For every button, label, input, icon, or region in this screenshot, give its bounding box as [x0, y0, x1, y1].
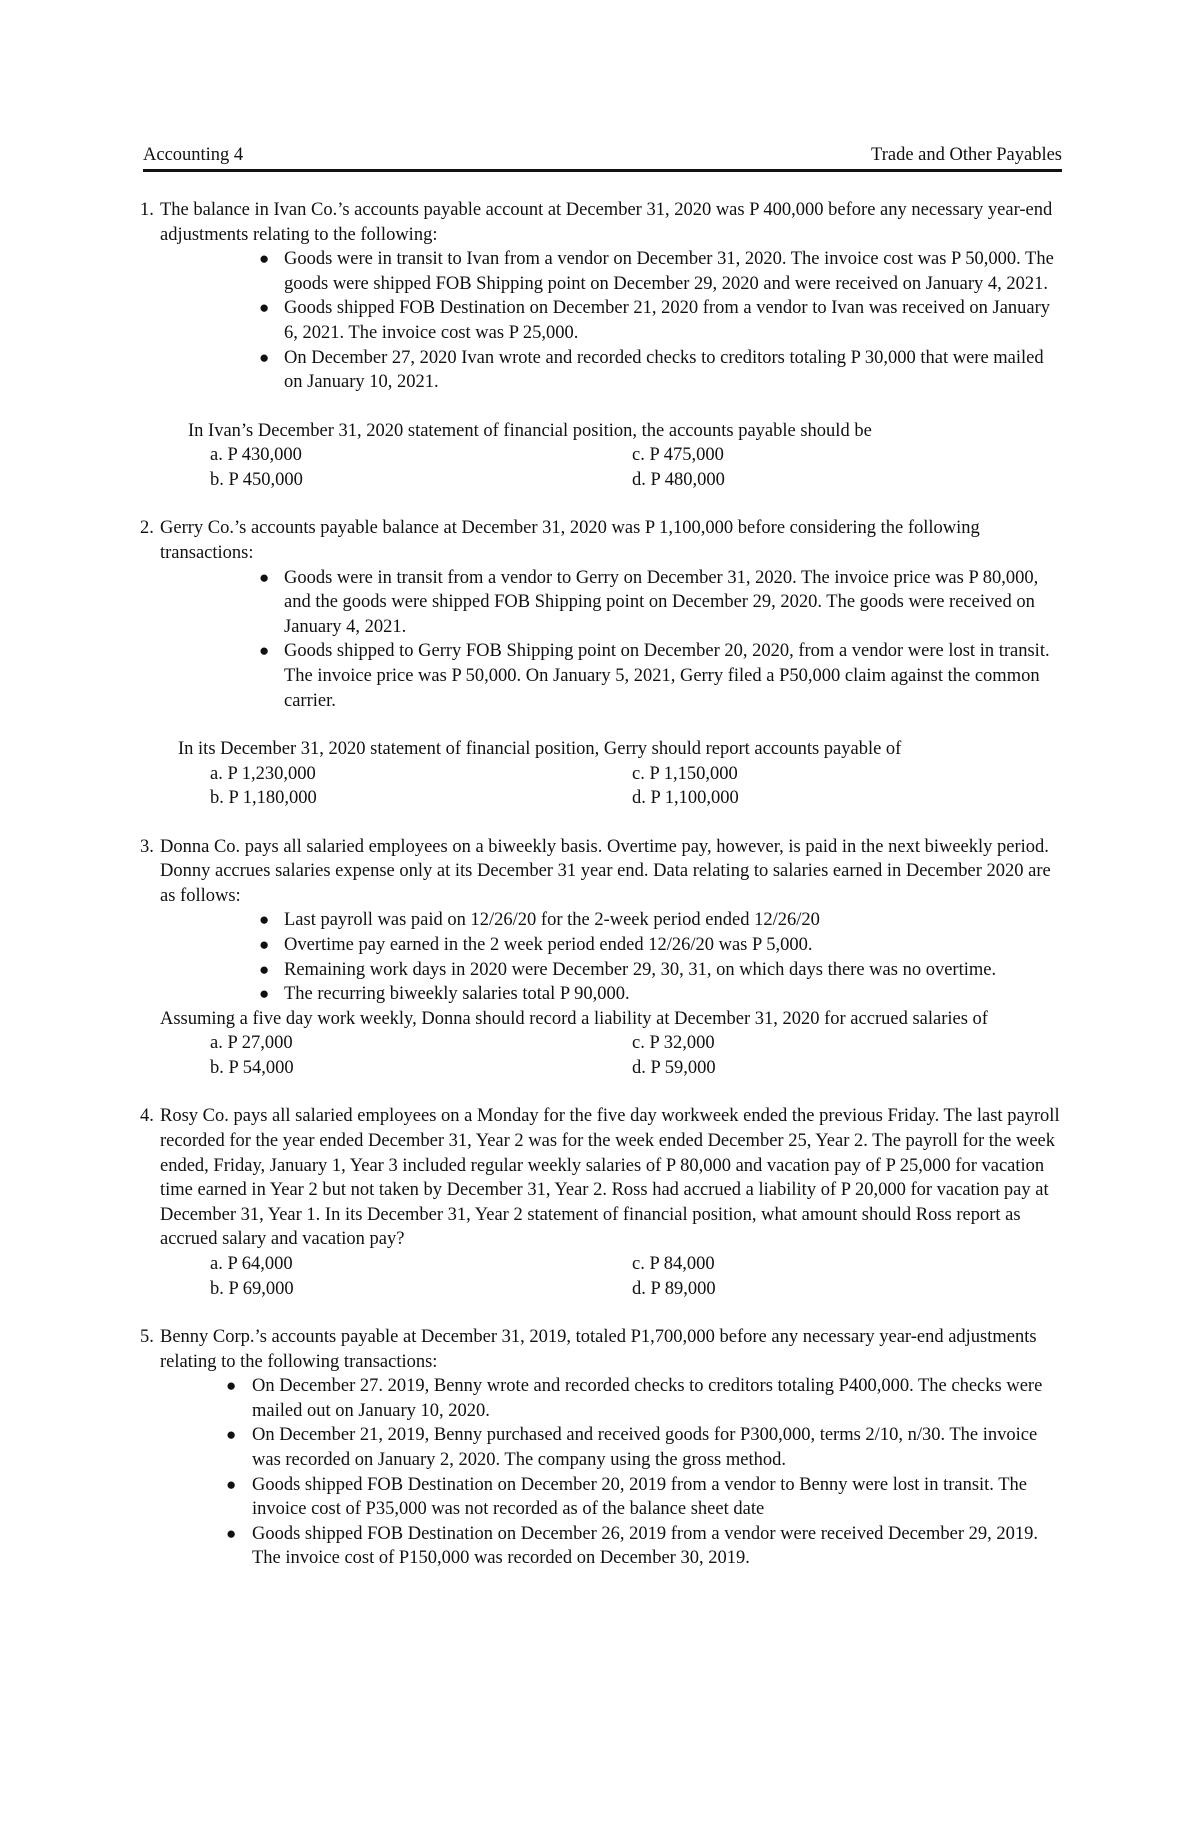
- question-intro: Rosy Co. pays all salaried employees on a Monday for the five day workweek ended the previous Friday. The last payroll recorded for the year ended December 31, Year 2 was for the week ended December 25, Year 2. The payroll for the week ended, Friday, January 1, Year 3 included regular weekly salaries of P 80,000 and vacation pay of P 25,000 for vacation time earned in Year 2 but not taken by December 31, Year 2. Ross had accrued a liability of P 20,000 for vacation pay at December 31, Year 1. In its December 31, Year 2 statement of financial position, what amount should Ross report as accrued salary and vacation pay?: [160, 1106, 1060, 1250]
- question-intro: Benny Corp.’s accounts payable at December 31, 2019, totaled P1,700,000 before any necessary year-end adjustments relating to the following transactions:: [160, 1327, 1037, 1372]
- list-item: [160, 933, 1065, 958]
- question-2: [140, 516, 1065, 810]
- list-item: [160, 566, 1065, 640]
- list-item: [160, 958, 1065, 983]
- list-item: [160, 908, 1065, 933]
- list-item: [160, 639, 1065, 713]
- question-prompt: In Ivan’s December 31, 2020 statement of financial position, the accounts payable should be: [188, 420, 872, 441]
- bullet-icon: ●: [259, 959, 270, 979]
- question-1: [140, 198, 1065, 492]
- bullet-text: Goods shipped FOB Destination on December 20, 2019 from a vendor to Benny were lost in transit. The invoice cost of P35,000 was not recorded as of the balance sheet date: [252, 1474, 1027, 1520]
- bullet-icon: ●: [259, 984, 270, 1004]
- bullet-icon: ●: [259, 641, 270, 661]
- bullet-text: Goods were in transit from a vendor to Gerry on December 31, 2020. The invoice price was P 80,000, and the goods were shipped FOB Shipping point on December 29, 2020. The goods were received on January 4, 2021.: [284, 567, 1039, 637]
- answer-choices: [210, 443, 1065, 492]
- bullet-text: Overtime pay earned in the 2 week period ended 12/26/20 was P 5,000.: [284, 935, 813, 956]
- choice-a: a. P 27,000: [210, 1033, 293, 1054]
- choice-d: d. P 480,000: [632, 469, 725, 490]
- question-intro: Gerry Co.’s accounts payable balance at December 31, 2020 was P 1,100,000 before considering the following transactions:: [160, 518, 980, 563]
- questions-list: [140, 198, 1065, 1595]
- page-header: [143, 143, 1062, 172]
- question-number: 1.: [140, 200, 154, 220]
- question-prompt: Assuming a five day work weekly, Donna should record a liability at December 31, 2020 for accrued salaries of: [160, 1008, 988, 1029]
- question-4: [140, 1104, 1065, 1301]
- bullet-list: [160, 1374, 1065, 1571]
- bullet-icon: ●: [259, 910, 270, 930]
- bullet-text: On December 21, 2019, Benny purchased and received goods for P300,000, terms 2/10, n/30. The invoice was recorded on January 2, 2020. The company using the gross method.: [252, 1425, 1038, 1470]
- list-item: [160, 1423, 1065, 1472]
- bullet-text: Goods shipped to Gerry FOB Shipping point on December 20, 2020, from a vendor were lost in transit. The invoice price was P 50,000. On January 5, 2021, Gerry filed a P50,000 claim against the common carrier.: [284, 641, 1050, 711]
- question-number: 3.: [140, 836, 154, 857]
- bullet-text: Goods shipped FOB Destination on December 26, 2019 from a vendor were received December 29, 2019. The invoice cost of P150,000 was recorded on December 30, 2019.: [252, 1523, 1039, 1569]
- bullet-text: Last payroll was paid on 12/26/20 for the 2-week period ended 12/26/20: [284, 910, 820, 931]
- question-number: 5.: [140, 1327, 154, 1347]
- list-item: [160, 346, 1065, 395]
- question-3: [140, 835, 1065, 1081]
- bullet-text: Goods shipped FOB Destination on December 21, 2020 from a vendor to Ivan was received on January 6, 2021. The invoice cost was P 25,000.: [284, 298, 1051, 343]
- choice-b: b. P 54,000: [210, 1058, 294, 1079]
- question-intro: The balance in Ivan Co.’s accounts payable account at December 31, 2020 was P 400,000 before any necessary year-end adjustments relating to the following:: [160, 200, 1053, 245]
- bullet-icon: ●: [259, 347, 270, 367]
- list-item: [160, 1473, 1065, 1522]
- choice-d: d. P 59,000: [632, 1058, 716, 1079]
- choice-a: a. P 64,000: [210, 1254, 293, 1274]
- question-number: 2.: [140, 518, 154, 539]
- list-item: [160, 296, 1065, 345]
- choice-b: b. P 69,000: [210, 1278, 294, 1299]
- bullet-text: Remaining work days in 2020 were December 29, 30, 31, on which days there was no overtime.: [284, 959, 997, 980]
- choice-a: a. P 430,000: [210, 445, 302, 466]
- bullet-text: On December 27. 2019, Benny wrote and recorded checks to creditors totaling P400,000. The checks were mailed out on January 10, 2020.: [252, 1376, 1043, 1421]
- choice-c: c. P 475,000: [632, 445, 724, 466]
- choice-d: d. P 1,100,000: [632, 788, 739, 809]
- choice-d: d. P 89,000: [632, 1278, 716, 1299]
- list-item: [160, 982, 1065, 1007]
- bullet-text: The recurring biweekly salaries total P 90,000.: [284, 984, 630, 1005]
- answer-choices: [210, 1031, 1065, 1080]
- list-item: [160, 1522, 1065, 1571]
- question-5: [140, 1325, 1065, 1571]
- question-number: 4.: [140, 1106, 154, 1127]
- choice-c: c. P 84,000: [632, 1254, 715, 1274]
- list-item: [160, 247, 1065, 296]
- list-item: [160, 1374, 1065, 1423]
- bullet-icon: ●: [226, 1376, 237, 1396]
- choice-c: c. P 1,150,000: [632, 763, 738, 784]
- bullet-icon: ●: [226, 1523, 237, 1543]
- bullet-icon: ●: [259, 935, 270, 955]
- choice-b: b. P 1,180,000: [210, 788, 317, 809]
- choice-a: a. P 1,230,000: [210, 763, 316, 784]
- bullet-text: Goods were in transit to Ivan from a vendor on December 31, 2020. The invoice cost was P 50,000. The goods were shipped FOB Shipping point on December 29, 2020 and were received on January 4, 2021.: [284, 249, 1054, 294]
- choice-c: c. P 32,000: [632, 1033, 715, 1054]
- bullet-icon: ●: [259, 567, 270, 587]
- answer-choices: [210, 1252, 1065, 1301]
- bullet-list: [160, 566, 1065, 714]
- bullet-icon: ●: [226, 1474, 237, 1494]
- question-prompt: In its December 31, 2020 statement of financial position, Gerry should report accounts payable of: [178, 739, 902, 760]
- bullet-list: [160, 908, 1065, 1006]
- course-title: Accounting 4: [143, 145, 244, 165]
- bullet-list: [160, 247, 1065, 395]
- question-intro: Donna Co. pays all salaried employees on a biweekly basis. Overtime pay, however, is paid in the next biweekly period. Donny accrues salaries expense only at its December 31 year end. Data relating to salaries earned in December 2020 are as follows:: [160, 836, 1051, 906]
- choice-b: b. P 450,000: [210, 469, 303, 490]
- bullet-text: On December 27, 2020 Ivan wrote and recorded checks to creditors totaling P 30,000 that were mailed on January 10, 2021.: [284, 347, 1044, 393]
- bullet-icon: ●: [226, 1425, 237, 1445]
- bullet-icon: ●: [259, 298, 270, 318]
- bullet-icon: ●: [259, 249, 270, 269]
- answer-choices: [210, 762, 1065, 811]
- topic-title: Trade and Other Payables: [871, 145, 1062, 165]
